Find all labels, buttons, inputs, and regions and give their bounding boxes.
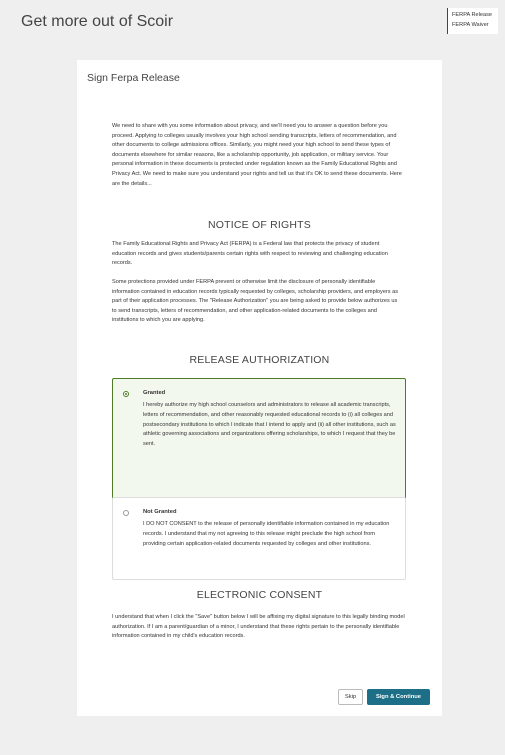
consent-paragraph: I understand that when I click the "Save" button below I will be affixing my digital signature to this legally binding model authorization. If I am a parent/guardian of a minor, I understand that these rights pertain to the personally identifiable information contained in my child's education records. (112, 614, 405, 640)
skip-button[interactable]: Skip (338, 689, 363, 705)
card-title: Sign Ferpa Release (87, 72, 180, 84)
radio-not-granted[interactable] (123, 510, 129, 516)
step-ferpa-waiver[interactable]: FERPA Waiver (452, 22, 489, 28)
page-title: Get more out of Scoir (21, 13, 174, 30)
ferpa-release-card (77, 60, 442, 716)
option-not-granted[interactable] (112, 497, 406, 580)
notice-paragraph-1: The Family Educational Rights and Privacy Act (FERPA) is a Federal law that protects the privacy of student education records and gives students/parents certain rights with respect to reviewing and challenging education records. (112, 241, 388, 267)
option-granted-text: I hereby authorize my high school counselors and administrators to release all academic transcripts, letters of recommendation, and other reasonably requested educational records to (i) all colleges and postsecondary institutions to which I indicate that I intend to apply and (ii) all other institutions, such as athletic governing associations and organizations offering scholarships, to which I request that they be sent. (143, 402, 396, 448)
sign-continue-button[interactable]: Sign & Continue (367, 689, 430, 705)
release-authorization-heading: RELEASE AUTHORIZATION (189, 354, 330, 366)
intro-paragraph: We need to share with you some information about privacy, and we'll need you to answer a question before you proceed. Applying to colleges usually involves your high school sending transcripts, letters of recommendation, and other documents to college admissions offices. Similarly, you might need your high school to send these types of documents elsewhere for similar reasons, like a scholarship opportunity, job application, or military service. Your personal information in these documents is protected under regulation known as the Family Educational Rights and Privacy Act. We need to make sure you understand your rights and tell us that it's OK to send these documents. Here are the details... (112, 123, 402, 187)
electronic-consent-heading: ELECTRONIC CONSENT (196, 589, 323, 601)
option-not-granted-text: I DO NOT CONSENT to the release of personally identifiable information contained in my education records. I understand that my not agreeing to this release might preclude the high school from providing certain application-related documents requested by colleges and other institutions. (143, 521, 390, 547)
notice-of-rights-heading: NOTICE OF RIGHTS (208, 219, 311, 231)
step-ferpa-release[interactable]: FERPA Release (452, 12, 493, 18)
option-not-granted-title: Not Granted (143, 509, 177, 515)
option-granted-title: Granted (143, 390, 166, 396)
notice-paragraph-2: Some protections provided under FERPA prevent or otherwise limit the disclosure of personally identifiable information contained in education records typically requested by colleges, scholarship providers, and employers as part of their application processes. The "Release Authorization" you are being asked to provide below authorizes us to send transcripts, letters of recommendation, and other application-related documents to the colleges and institutions to which you are applying. (112, 279, 399, 324)
step-nav (447, 8, 498, 34)
radio-granted[interactable] (123, 391, 129, 397)
